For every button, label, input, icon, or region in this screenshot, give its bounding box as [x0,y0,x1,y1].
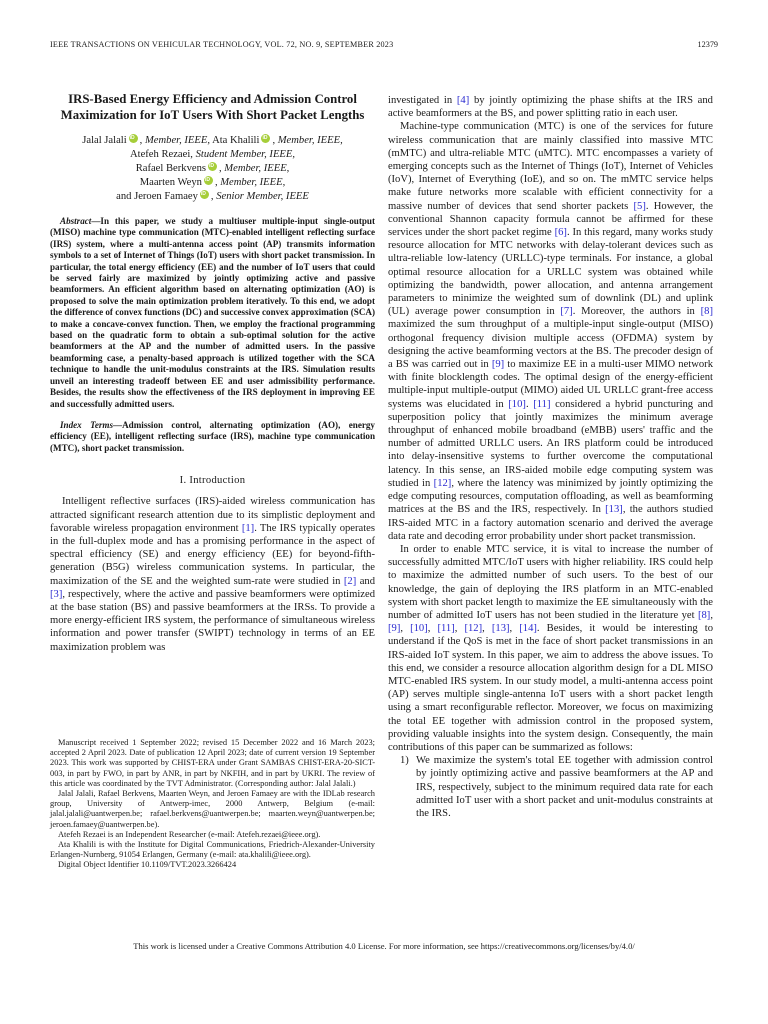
list-item [388,754,713,820]
paragraph-text: , [482,623,492,635]
citation-link[interactable]: [12] [433,477,452,489]
paragraph-text: , the authors studied IRS-aided MTC in a factory automation scenario and derived the average data rate and decoding error probability under short packet transmission. [388,504,713,542]
author-affiliation: Member, IEEE, [224,163,290,174]
author-name: and Jeroen Famaey [116,191,198,202]
paragraph-text: investigated in [388,95,457,106]
author-affiliation: Member, IEEE, [277,135,343,146]
author-separator: , [139,135,145,146]
paragraph-text: , where the latency was minimized by jointly optimizing the edge computing resources, computation offloading, as well as beamforming matrices at the BS and the IRS, respectively. In [388,477,713,516]
author-affiliation: Senior Member, IEEE [216,191,309,202]
footnote: Digital Object Identifier 10.1109/TVT.2023.3266424 [58,860,237,870]
footnote: Manuscript received 1 September 2022; revised 15 December 2022 and 16 March 2023; accepted 2 April 2023. Date of publication 12 April 2023; date of current version 19 September 2023. This work was supported by CHIST-ERA under Grant SAMBAS CHIST-ERA-20-SICT-003, in part by FWO, in part by ANR, in part by NKFIH, and in part by UKRI. The review of this article was coordinated by the TVT Administrator. (Corresponding author: Jalal Jalali.) [50,738,375,788]
abstract [50,216,375,410]
paragraph-text: . Besides, it would be interesting to understand if the QoS is met in the face of short packet transmissions in an IRS-aided IoT system. In this paper, we aim to address the above issues. To this end, we consider a resource allocation algorithm design for a DL MISO MTC-enabled IRS system. In our study model, a multi-antenna access point (AP) serves multiple single-antenna IoT users with a short packet length using a smart reconfigurable reflector. Moreover, we focus on maximizing the total EE together with admission control in the proposed system, providing valuable insights into the system design. Consequently, the main contributions of this paper can be summarized as follows: [388,623,714,753]
paragraph-text: Intelligent reflective surfaces (IRS)-aided wireless communication has attracted significant research attention due to its simplistic deployment and favorable wireless propagation environment [50,496,375,534]
right-paragraph-mtc [388,120,713,543]
paragraph-text: , [710,609,713,621]
citation-link[interactable]: [14] [519,623,537,635]
paragraph-text: considered a hybrid puncturing and superposition policy that jointly maximizes the minimum average throughput of enhanced mobile broadband (eMBB) users' traffic and the number of admitted URLLC users. An IRS platform could be introduced into delay-insensitive systems to further overcome the computational latency. In this sense, an IRS-aided mobile edge computing system was studied in [388,398,714,489]
list-item-number: 1) [400,755,409,767]
author-separator: , [210,191,217,202]
citation-link[interactable]: [6] [554,227,567,239]
author-affiliation: Member, IEEE, [144,135,210,146]
paragraph-text: by jointly optimizing the phase shifts at the IRS and active beamformers at the BS, and power splitting ratio in each user. [388,95,713,120]
author-name: Maarten Weyn [139,177,202,188]
paragraph-text: , [454,623,465,635]
paragraph-text: , [509,623,520,635]
paper-title: IRS-Based Energy Efficiency and Admission Control Maximization for IoT Users With Short Packet Lengths [60,92,365,122]
paragraph-text: Machine-type communication (MTC) is one of the services for future wireless communication that are mainly classified into massive MTC (mMTC) and ultra-reliable MTC (uMTC). MTC encompasses a variety of emerging concepts such as the Internet of Things (IoT), Internet of Vehicles (IoV), Internet of Everything (IoE), and so on. The mMTC service helps make future networks more scalable with efficient connectivity for a massive number of devices that send shorter packets [388,121,713,212]
abstract-text: —In this paper, we study a multiuser multiple-input single-output (MISO) machine type communication (MTC)-enabled intelligent reflecting surface (IRS) system, where a multi-antenna access point (AP) transmits information symbols to a set of Internet of Things (IoT) users with short packet transmission. In particular, the total energy efficiency (EE) and the number of IoT users that could be served fairly are maximized by jointly optimizing active and passive beamformers. An efficient algorithm based on alternating optimization (AO) is proposed to solve the main optimization problem iteratively. To this end, we adopt the difference of convex functions (DC) and successive convex approximation (SCA) to make a concave-convex function. Then, we employ the fractional programming based on the quadratic form to obtain a sub-optimal solution for the active beamformers at the AP and the number of admitted users. In the passive beamforming case, a penalty-based approach is utilized together with the SCA technique to handle the unit-modulus constraints at the IRS. Simulation results unveil an interesting tradeoff between EE and user admissibility performance. Besides, the results show the effectiveness of the IRS deployment in improving EE and successfully admitted users. [50,216,375,409]
paragraph-text: , respectively, where the active and passive beamformers were optimized at the base station (BS) and passive beamformers at the IRSs. To provide a more energy-efficient IRS system, the performance of simultaneous wireless information and power transfer (SWIPT) technology in terms of an EE maximization problem was [50,588,375,653]
orcid-icon[interactable] [204,176,213,185]
intro-paragraph-1 [50,495,375,653]
page-number: 12379 [697,40,718,49]
list-item-text: We maximize the system's total EE together with admission control by jointly optimizing active and passive beamformers at the AP and IRS, respectively, subject to the minimum required data rate for each admitted IoT user with a short packet and unit-modulus constraints at the IRS. [416,755,713,819]
author-separator: , [219,163,225,174]
author-affiliation: Student Member, IEEE, [195,149,296,160]
section-heading-introduction: I. Introduction [179,475,246,487]
paragraph-text: and [356,575,375,587]
citation-link[interactable]: [4] [456,95,470,106]
paragraph-text: . [525,398,534,410]
contributions-list [388,754,713,820]
footnote: Jalal Jalali, Rafael Berkvens, Maarten Weyn, and Jeroen Famaey are with the IDLab research group, University of Antwerp-imec, 2000 Antwerp, Belgium (e-mail: jalal.jalali@uantwerpen.be; rafael.berkvens@uantwerpen.be; maarten.weyn@uantwerpen.be; jeroen.famaey@uantwerpen.be). [50,789,375,829]
index-terms [50,420,375,454]
index-terms-text: —Admission control, alternating optimization (AO), energy efficiency (EE), intelligent reflecting surface (IRS), machine type communication (MTC), short packet transmission. [50,419,375,453]
footnotes [50,738,375,871]
author-separator: , [190,149,196,160]
author-name: Ata Khalili [212,135,260,146]
citation-link[interactable]: [5] [633,200,646,212]
orcid-icon[interactable] [261,134,270,143]
right-paragraph-admission [388,543,713,754]
paragraph-text: , [427,623,438,635]
orcid-icon[interactable] [129,134,138,143]
author-affiliation: Member, IEEE, [220,177,286,188]
footnote: Ata Khalili is with the Institute for Digital Communications, Friedrich-Alexander-University Erlangen-Nurnberg, 91054 Erlangen, Germany (e-mail: ata.khalili@ieee.org). [50,840,375,860]
author-list [50,134,375,204]
license-footer: This work is licensed under a Creative Commons Attribution 4.0 License. For more information, see https://creativecommons.org/licenses/by/4.0/ [133,941,635,951]
author-name: Rafael Berkvens [135,163,206,174]
paragraph-text: . In this regard, many works study resource allocation for MTC networks with delay-tolerant devices such as ultra-reliable low-latency (URLLC)-type terminals. For instance, a global optimal resource allocation for a URLLC system was obtained while optimizing the bandwidth, power allocation, and antenna arrangement parameters to minimize the weighted sum of downlink (DL) and uplink (UL) average power consumption in [388,227,713,318]
citation-link[interactable]: [7] [560,306,573,318]
citation-link[interactable]: [1] [241,522,255,534]
citation-link[interactable]: [9] [388,623,401,635]
footnote: Atefeh Rezaei is an Independent Researcher (e-mail: Atefeh.rezaei@ieee.org). [58,829,321,839]
author-name: Atefeh Rezaei [129,149,191,160]
citation-link[interactable]: [8] [697,609,711,621]
citation-link[interactable]: [12] [464,623,483,635]
paragraph-text: to maximize EE in a multi-user MIMO network with finite blocklength codes. The optimal design of the energy-efficient multiple-input multiple-output (MIMO) aided UL URLLC grant-free access systems was elucidated in [388,359,713,410]
right-column [388,94,713,820]
orcid-icon[interactable] [200,190,209,199]
citation-link[interactable]: [9] [491,359,505,371]
citation-link[interactable]: [2] [343,575,357,587]
citation-link[interactable]: [8] [700,306,713,318]
paragraph-text: maximized the sum throughput of a multiple-input single-output (MISO) orthogonal frequency division multiple access (OFDMA) system by designing the active beamforming vectors at the BS. The precoder design of a BS was carried out in [388,319,713,371]
citation-link[interactable]: [13] [605,504,623,516]
author-name: Jalal Jalali [82,135,127,146]
author-separator: , [214,177,221,188]
running-header: IEEE TRANSACTIONS ON VEHICULAR TECHNOLOGY, VOL. 72, NO. 9, SEPTEMBER 2023 [50,40,394,49]
index-terms-lead: Index Terms [60,419,114,430]
citation-link[interactable]: [10] [508,398,526,410]
abstract-lead: Abstract [60,216,92,226]
citation-link[interactable]: [13] [491,623,510,635]
right-paragraph-continued [388,94,713,120]
paragraph-text: . The IRS typically operates in the full-duplex mode and has a promising performance in the aspect of spectral efficiency (SE) and energy efficiency (EE) for beyond-fifth-generation (B5G) wireless communication systems. In particular, the maximization of the SE and the weighted sum-rate were studied in [50,522,375,587]
paragraph-text: . Moreover, the authors in [572,306,701,318]
citation-link[interactable]: [11] [533,398,551,410]
left-column [50,92,375,654]
citation-link[interactable]: [10] [410,623,428,635]
citation-link[interactable]: [11] [437,623,455,635]
orcid-icon[interactable] [208,162,217,171]
paragraph-text: . However, the conventional Shannon capacity formula cannot be affirmed for these services under the short packet regime [388,200,713,239]
author-separator: , [272,135,278,146]
paragraph-text: In order to enable MTC service, it is vital to increase the number of successfully admitted MTC/IoT users with higher reliability. IRS could help to maximize the admitted number of such users. To the best of our knowledge, the gain of deploying the IRS platform in an MTC-enabled system with short packet length to maximize the EE simultaneously with the number of admitted IoT users has not been studied in the literature yet [388,543,713,621]
citation-link[interactable]: [3] [50,588,63,600]
paragraph-text: , [400,623,411,635]
